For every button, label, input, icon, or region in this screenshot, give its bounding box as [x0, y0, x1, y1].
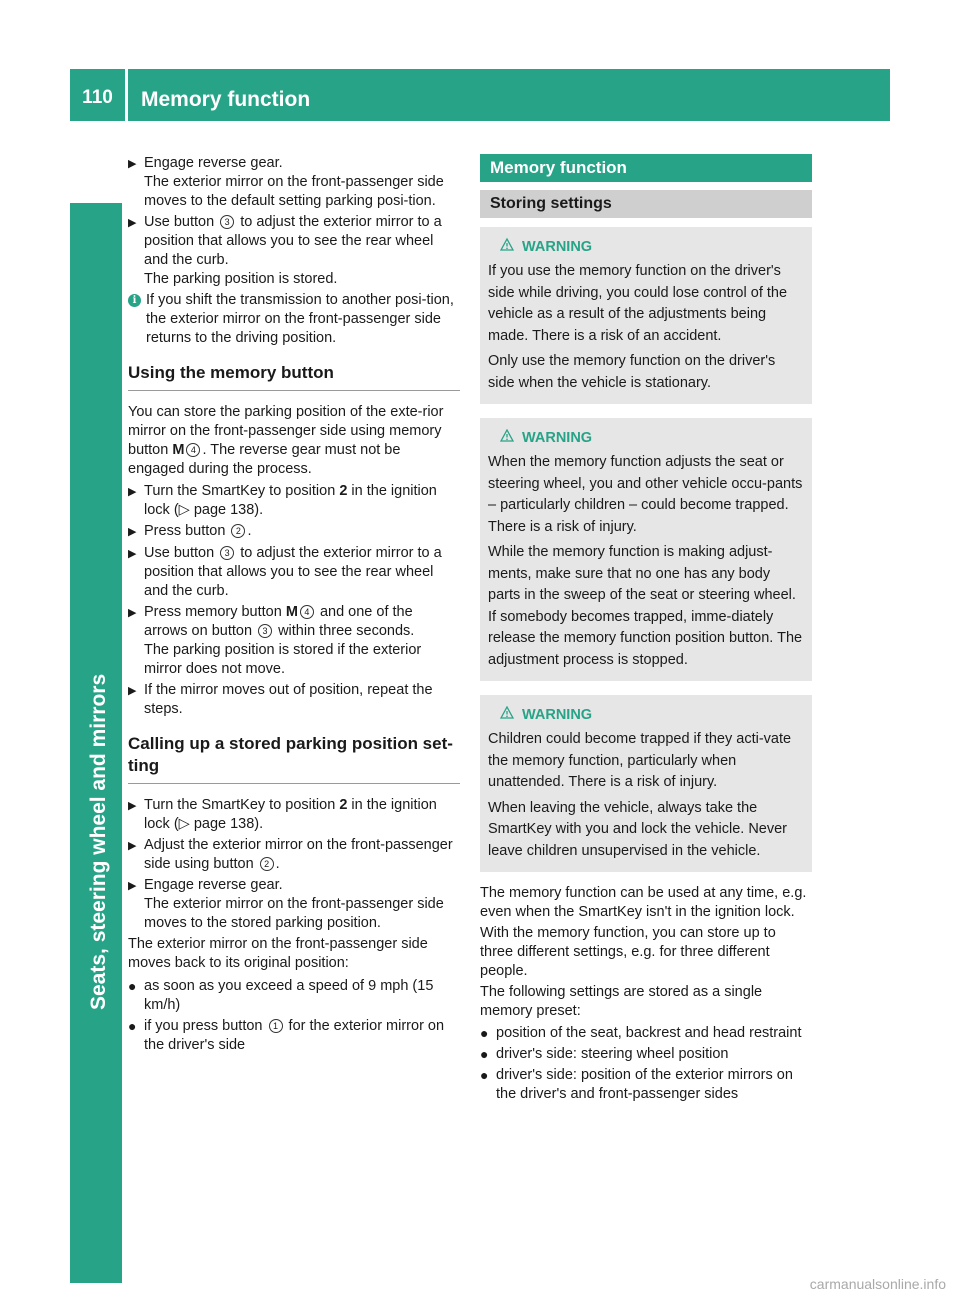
- list-item: [128, 1017, 460, 1055]
- section-heading: Using the memory button: [128, 362, 460, 391]
- warning-triangle-icon: [500, 237, 514, 257]
- warning-heading: [500, 237, 804, 257]
- list-item-text: driver's side: steering wheel position: [496, 1046, 729, 1062]
- warning-text: Only use the memory function on the driver's side when the vehicle is stationary.: [488, 353, 776, 391]
- list-item-text: as soon as you exceed a speed of 9 mph (15 km/h): [144, 978, 434, 1013]
- warning-box: [480, 227, 812, 404]
- step: [128, 876, 460, 933]
- watermark: carmanualsonline.info: [809, 1276, 946, 1292]
- step-text: Press memory button M 4 and one of the arrows on button 3 within three seconds. The parking position is stored if the exterior mirror does not move.: [144, 604, 422, 677]
- bullet-r-icon: ●: [480, 1067, 489, 1083]
- bullet-r-icon: ●: [480, 1046, 489, 1062]
- page-title: Memory function: [141, 88, 311, 111]
- step-arrow-icon: ▶: [128, 880, 137, 892]
- list-item: [128, 977, 460, 1015]
- warning-text: When leaving the vehicle, always take the SmartKey with you and lock the vehicle. Never leave children unsupervised in the vehicle.: [488, 799, 787, 859]
- button-number: 2: [231, 524, 245, 538]
- button-number: 3: [258, 624, 272, 638]
- warning-label: WARNING: [522, 239, 593, 255]
- warning-triangle-icon: [500, 705, 514, 725]
- bullet-r-icon: ●: [480, 1025, 489, 1041]
- warning-box: [480, 695, 812, 872]
- warning-triangle-icon: [500, 428, 514, 448]
- list-item-text: if you press button 1 for the exterior mirror on the driver's side: [144, 1018, 445, 1053]
- step-text: Adjust the exterior mirror on the front-passenger side using button 2 .: [144, 837, 453, 872]
- warning-text: Children could become trapped if they acti-vate the memory function, particularly when unattended. There is a risk of injury.: [488, 731, 792, 790]
- button-number: 4: [300, 605, 314, 619]
- left-column: [128, 154, 460, 1057]
- right-column: [480, 154, 812, 1106]
- step-arrow-icon: ▶: [128, 607, 137, 619]
- step-text: If the mirror moves out of position, repeat the steps.: [144, 682, 433, 717]
- list-item: [480, 1045, 812, 1064]
- step: [128, 544, 460, 601]
- warning-label: WARNING: [522, 707, 593, 723]
- page-number: 110: [82, 87, 113, 108]
- section-title: Memory function: [480, 154, 812, 182]
- paragraph: With the memory function, you can store up to three different settings, e.g. for three different people.: [480, 925, 776, 979]
- button-number: 3: [220, 546, 234, 560]
- step: [128, 522, 460, 542]
- list-item-text: driver's side: position of the exterior mirrors on the driver's and front-passenger sides: [496, 1067, 793, 1102]
- button-number: 4: [186, 443, 200, 457]
- chapter-label: Seats, steering wheel and mirrors: [87, 673, 110, 1010]
- paragraph: The exterior mirror on the front-passenger side moves back to its original position:: [128, 936, 428, 971]
- paragraph: You can store the parking position of the exte-rior mirror on the front-passenger side using memory button M 4 . The reverse gear must not be engaged during the process.: [128, 404, 444, 477]
- list-item: [480, 1066, 812, 1104]
- list-item: [480, 1024, 812, 1043]
- warning-heading: [500, 705, 804, 725]
- list-item-text: position of the seat, backrest and head restraint: [496, 1025, 802, 1041]
- step-arrow-icon: ▶: [128, 486, 137, 498]
- step-arrow-icon: ▶: [128, 158, 137, 170]
- step-text: Press button 2 .: [144, 523, 252, 539]
- step: [128, 603, 460, 679]
- warning-box: [480, 418, 812, 681]
- info-note: [128, 291, 460, 348]
- subsection-title: Storing settings: [480, 190, 812, 218]
- step-text: Use button 3 to adjust the exterior mirror to a position that allows you to see the rear wheel and the curb.: [144, 545, 442, 599]
- step-text: Engage reverse gear. The exterior mirror on the front-passenger side moves to the stored parking position.: [144, 877, 444, 931]
- bullet-r-icon: ●: [128, 1018, 137, 1034]
- step-arrow-icon: ▶: [128, 548, 137, 560]
- step: [128, 154, 460, 211]
- paragraph: The following settings are stored as a single memory preset:: [480, 984, 763, 1019]
- step: [128, 836, 460, 874]
- warning-heading: [500, 428, 804, 448]
- step-arrow-icon: ▶: [128, 800, 137, 812]
- step-text: Engage reverse gear. The exterior mirror on the front-passenger side moves to the default setting parking posi-tion.: [144, 155, 444, 209]
- warning-text: If you use the memory function on the driver's side while driving, you could lose control of the vehicle as a result of the adjustments being made. There is a risk of an accident.: [488, 263, 788, 344]
- warning-text: When the memory function adjusts the seat or steering wheel, you and other vehicle occu-pants – particularly children – could become trapped. There is a risk of injury.: [488, 454, 803, 535]
- info-icon: i: [128, 294, 141, 307]
- paragraph: The memory function can be used at any time, e.g. even when the SmartKey isn't in the ignition lock.: [480, 885, 807, 920]
- step-arrow-icon: ▶: [128, 526, 137, 538]
- step-arrow-icon: ▶: [128, 840, 137, 852]
- step: [128, 796, 460, 834]
- step-text: Turn the SmartKey to position 2 in the ignition lock (▷ page 138).: [144, 483, 437, 518]
- button-number: 1: [269, 1019, 283, 1033]
- bullet-r-icon: ●: [128, 978, 137, 994]
- button-number: 2: [260, 857, 274, 871]
- warning-label: WARNING: [522, 430, 593, 446]
- warning-text: While the memory function is making adjust-ments, make sure that no one has any body parts in the sweep of the seat or steering wheel. If somebody becomes trapped, imme-diately release the memory function position button. The adjustment process is stopped.: [488, 544, 803, 668]
- step-text: Use button 3 to adjust the exterior mirror to a position that allows you to see the rear wheel and the curb. The parking position is stored.: [144, 214, 442, 287]
- step: [128, 681, 460, 719]
- step: [128, 482, 460, 520]
- info-text: If you shift the transmission to another posi-tion, the exterior mirror on the front-passenger side returns to the driving position.: [146, 292, 454, 346]
- step: [128, 213, 460, 289]
- header-divider: [125, 69, 128, 121]
- step-text: Turn the SmartKey to position 2 in the ignition lock (▷ page 138).: [144, 797, 437, 832]
- section-heading: Calling up a stored parking position set-ting: [128, 733, 460, 784]
- button-number: 3: [220, 215, 234, 229]
- step-arrow-icon: ▶: [128, 685, 137, 697]
- step-arrow-icon: ▶: [128, 217, 137, 229]
